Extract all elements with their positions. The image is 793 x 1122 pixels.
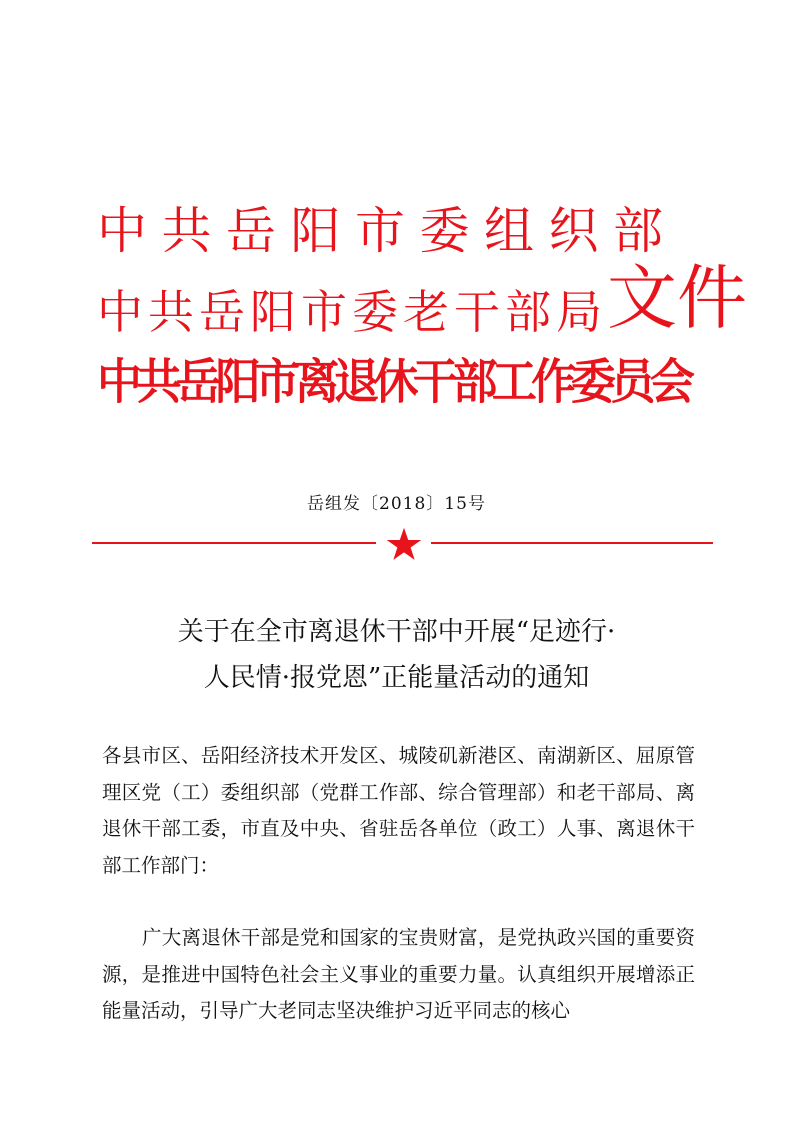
- issuer-line-3: 中共岳阳市离退休干部工作委员会: [97, 354, 690, 410]
- body-paragraph: 广大离退休干部是党和国家的宝贵财富，是党执政兴国的重要资源，是推进中国特色社会主义事业的重要力量。认真组织开展增添正能量活动，引导广大老同志坚决维护习近平同志的核心: [102, 926, 695, 1022]
- red-star-icon: [386, 527, 422, 561]
- salutation: 各县市区、岳阳经济技术开发区、城陵矶新港区、南湖新区、屈原管理区党（工）委组织部（党群工作部、综合管理部）和老干部局、离退休干部工委，市直及中央、省驻岳各单位（政工）人事、离退休干部工作部门：: [102, 744, 695, 877]
- issuer-line-2-name: 中共岳阳市委老干部局: [97, 285, 607, 339]
- document-type-suffix: 文件: [607, 257, 747, 339]
- issuer-line-2: [97, 257, 747, 350]
- red-divider-left: [92, 542, 376, 544]
- document-number: 岳组发〔2018〕15号: [307, 494, 486, 514]
- document-title-line-1: 关于在全市离退休干部中开展“足迹行·: [177, 617, 616, 647]
- document-title-line-2: 人民情·报党恩”正能量活动的通知: [203, 663, 590, 693]
- issuer-line-1: 中共岳阳市委组织部: [97, 202, 678, 260]
- red-divider-right: [431, 542, 713, 544]
